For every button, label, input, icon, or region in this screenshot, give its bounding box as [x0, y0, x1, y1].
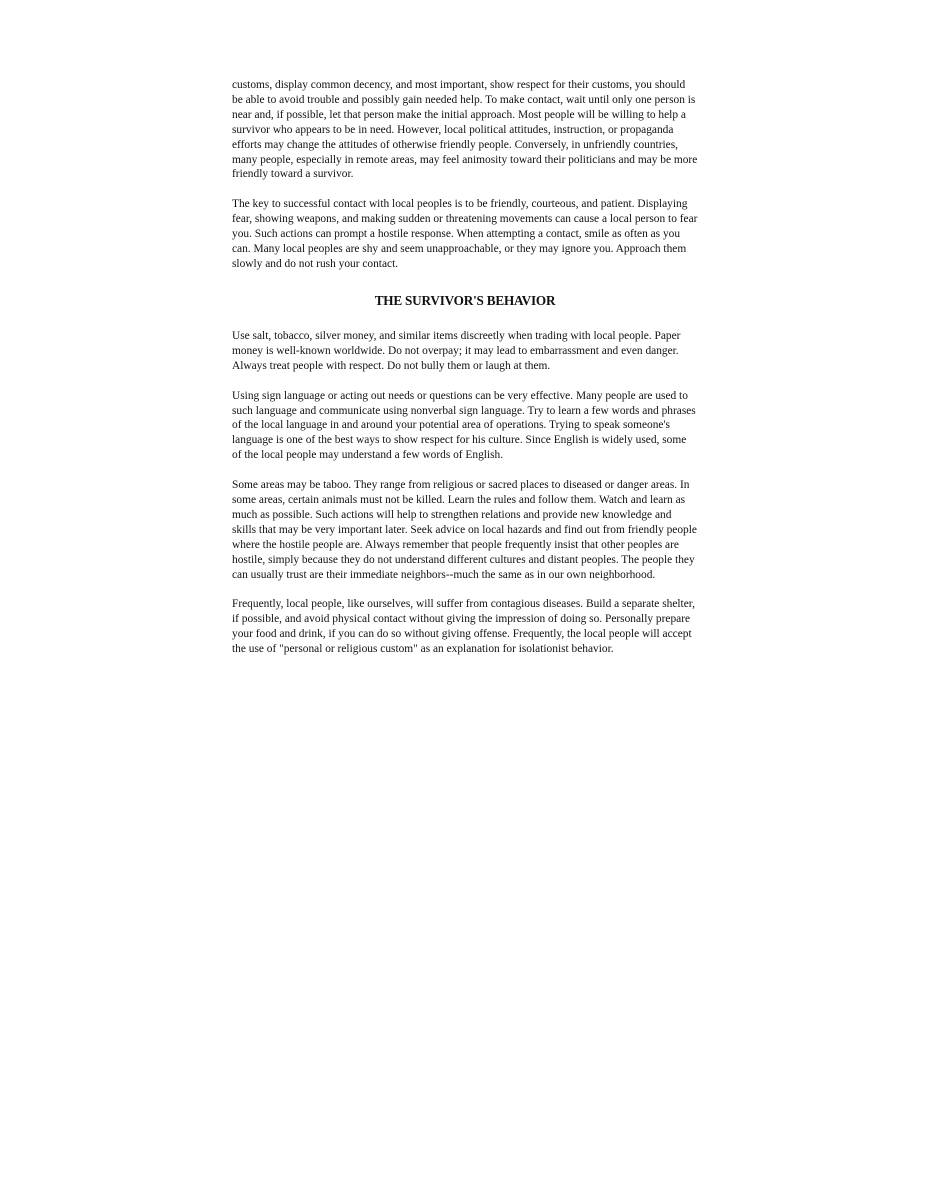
paragraph-contagious-diseases: Frequently, local people, like ourselves, will suffer from contagious diseases. Build a separate shelter, if possible, and avoid physical contact without giving the impression of doing so. Personally prepare your food and drink, if you can do so without giving offense. Frequently, the local people will accept the use of "personal or religious custom" as an explanation for isolationist behavior.: [232, 598, 695, 656]
paragraph-trading: Use salt, tobacco, silver money, and similar items discreetly when trading with local people. Paper money is well-known worldwide. Do not overpay; it may lead to embarrassment and even danger. Always treat people with respect. Do not bully them or laugh at them.: [232, 329, 681, 372]
body-text: [232, 78, 698, 672]
section-heading: THE SURVIVOR'S BEHAVIOR: [374, 292, 556, 308]
paragraph-taboo-areas: Some areas may be taboo. They range from religious or sacred places to diseased or danger areas. In some areas, certain animals must not be killed. Learn the rules and follow them. Watch and learn as much as possible. Such actions will help to strengthen relations and provide new knowledge and skills that may be very important later. Seek advice on local hazards and find out from friendly people where the hostile people are. Always remember that people frequently insist that other peoples are hostile, simply because they do not understand different cultures and distant peoples. The people they can usually trust are their immediate neighbors--much the same as in our own neighborhood.: [232, 479, 697, 581]
paragraph-successful-contact: The key to successful contact with local peoples is to be friendly, courteous, and patient. Displaying fear, showing weapons, and making sudden or threatening movements can cause a local person to fear you. Such actions can prompt a hostile response. When attempting a contact, smile as often as you can. Many local peoples are shy and seem unapproachable, or they may ignore you. Approach them slowly and do not rush your contact.: [232, 198, 698, 270]
paragraph-customs: customs, display common decency, and most important, show respect for their customs, you should be able to avoid trouble and possibly gain needed help. To make contact, wait until only one person is near and, if possible, let that person make the initial approach. Most people will be willing to help a survivor who appears to be in need. However, local political attitudes, instruction, or propaganda efforts may change the attitudes of otherwise friendly people. Conversely, in unfriendly countries, many people, especially in remote areas, may feel animosity toward their politicians and may be more friendly toward a survivor.: [232, 79, 698, 181]
paragraph-sign-language: Using sign language or acting out needs or questions can be very effective. Many people are used to such language and communicate using nonverbal sign language. Try to learn a few words and phrases of the local language in and around your potential area of operations. Trying to speak someone's language is one of the best ways to show respect for his culture. Since English is widely used, some of the local people may understand a few words of English.: [232, 389, 696, 462]
